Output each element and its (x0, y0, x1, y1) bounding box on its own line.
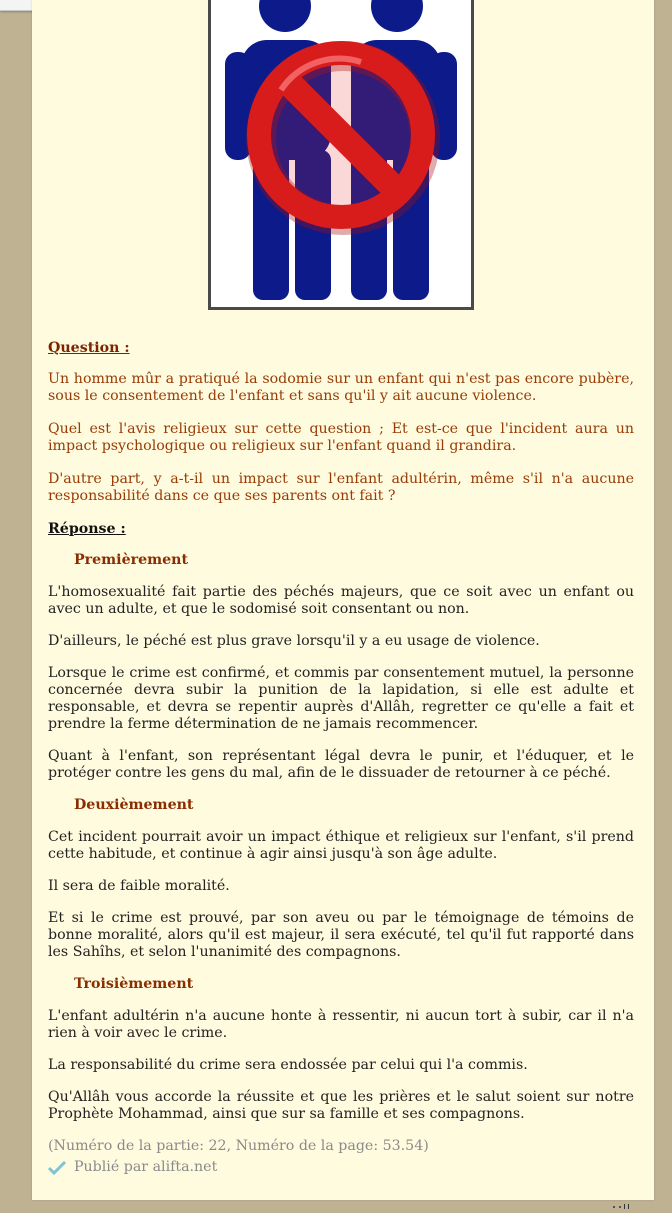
question-paragraph-2: Quel est l'avis religieux sur cette question ; Et est-ce que l'incident aura un impact psychologique ou religieux sur l'enfant quand il grandira. (48, 421, 634, 454)
question-paragraph-1: Un homme mûr a pratiqué la sodomie sur un enfant qui n'est pas encore pubère, sous le consentement de l'enfant et sans qu'il y ait aucune violence. (48, 371, 634, 404)
section1-paragraph-1: L'homosexualité fait partie des péchés majeurs, que ce soit avec un enfant ou avec un adulte, et que le sodomisé soit consentant ou non. (48, 584, 634, 617)
prohibition-image (208, 0, 474, 310)
section-heading-1: Premièrement (74, 552, 189, 568)
no-two-men-prohibition-icon (211, 0, 471, 308)
section2-paragraph-1: Cet incident pourrait avoir un impact éthique et religieux sur l'enfant, s'il prend cette habitude, et continue à agir ainsi jusqu'à son âge adulte. (48, 829, 634, 862)
published-by-text: Publié par alifta.net (74, 1159, 218, 1175)
section3-paragraph-3: Qu'Allâh vous accorde la réussite et que les prières et le salut soient sur notre Prophète Mohammad, ainsi que sur sa famille et ses compagnons. (48, 1089, 634, 1122)
section2-paragraph-3: Et si le crime est prouvé, par son aveu ou par le témoignage de témoins de bonne moralité, alors qu'il est majeur, il sera exécuté, tel qu'il fut rapporté dans les Sahîhs, et selon l'unanimité des compagnons. (48, 910, 634, 960)
section1-paragraph-4: Quant à l'enfant, son représentant légal devra le punir, et l'éduquer, et le protéger contre les gens du mal, afin de le dissuader de retourner à ce péché. (48, 748, 634, 781)
checkmark-icon (48, 1161, 66, 1175)
page-corner-marks (612, 1194, 632, 1200)
question-label: Question : (48, 340, 130, 356)
section3-paragraph-2: La responsabilité du crime sera endossée par celui qui l'a commis. (48, 1057, 528, 1073)
question-paragraph-3: D'autre part, y a-t-il un impact sur l'enfant adultérin, même s'il n'a aucune responsabilité dans ce que ses parents ont fait ? (48, 471, 634, 504)
section2-paragraph-2: Il sera de faible moralité. (48, 878, 230, 894)
section-heading-3: Troisièmement (74, 976, 194, 992)
published-by[interactable] (48, 1159, 634, 1176)
section3-paragraph-1: L'enfant adultérin n'a aucune honte à ressentir, ni aucun tort à subir, car il n'a rien à voir avec le crime. (48, 1008, 634, 1041)
article-content (48, 340, 634, 1176)
section1-paragraph-2: D'ailleurs, le péché est plus grave lorsqu'il y a eu usage de violence. (48, 633, 540, 649)
source-reference: (Numéro de la partie: 22, Numéro de la page: 53.54) (48, 1138, 429, 1154)
article-page (32, 0, 654, 1200)
answer-label: Réponse : (48, 521, 126, 537)
section-heading-2: Deuxièmement (74, 797, 194, 813)
section1-paragraph-3: Lorsque le crime est confirmé, et commis par consentement mutuel, la personne concernée devra subir la punition de la lapidation, si elle est adulte et responsable, et devra se repentir auprès d'Allâh, regretter ce qu'elle a fait et prendre la ferme détermination de ne jamais recommencer. (48, 665, 634, 732)
